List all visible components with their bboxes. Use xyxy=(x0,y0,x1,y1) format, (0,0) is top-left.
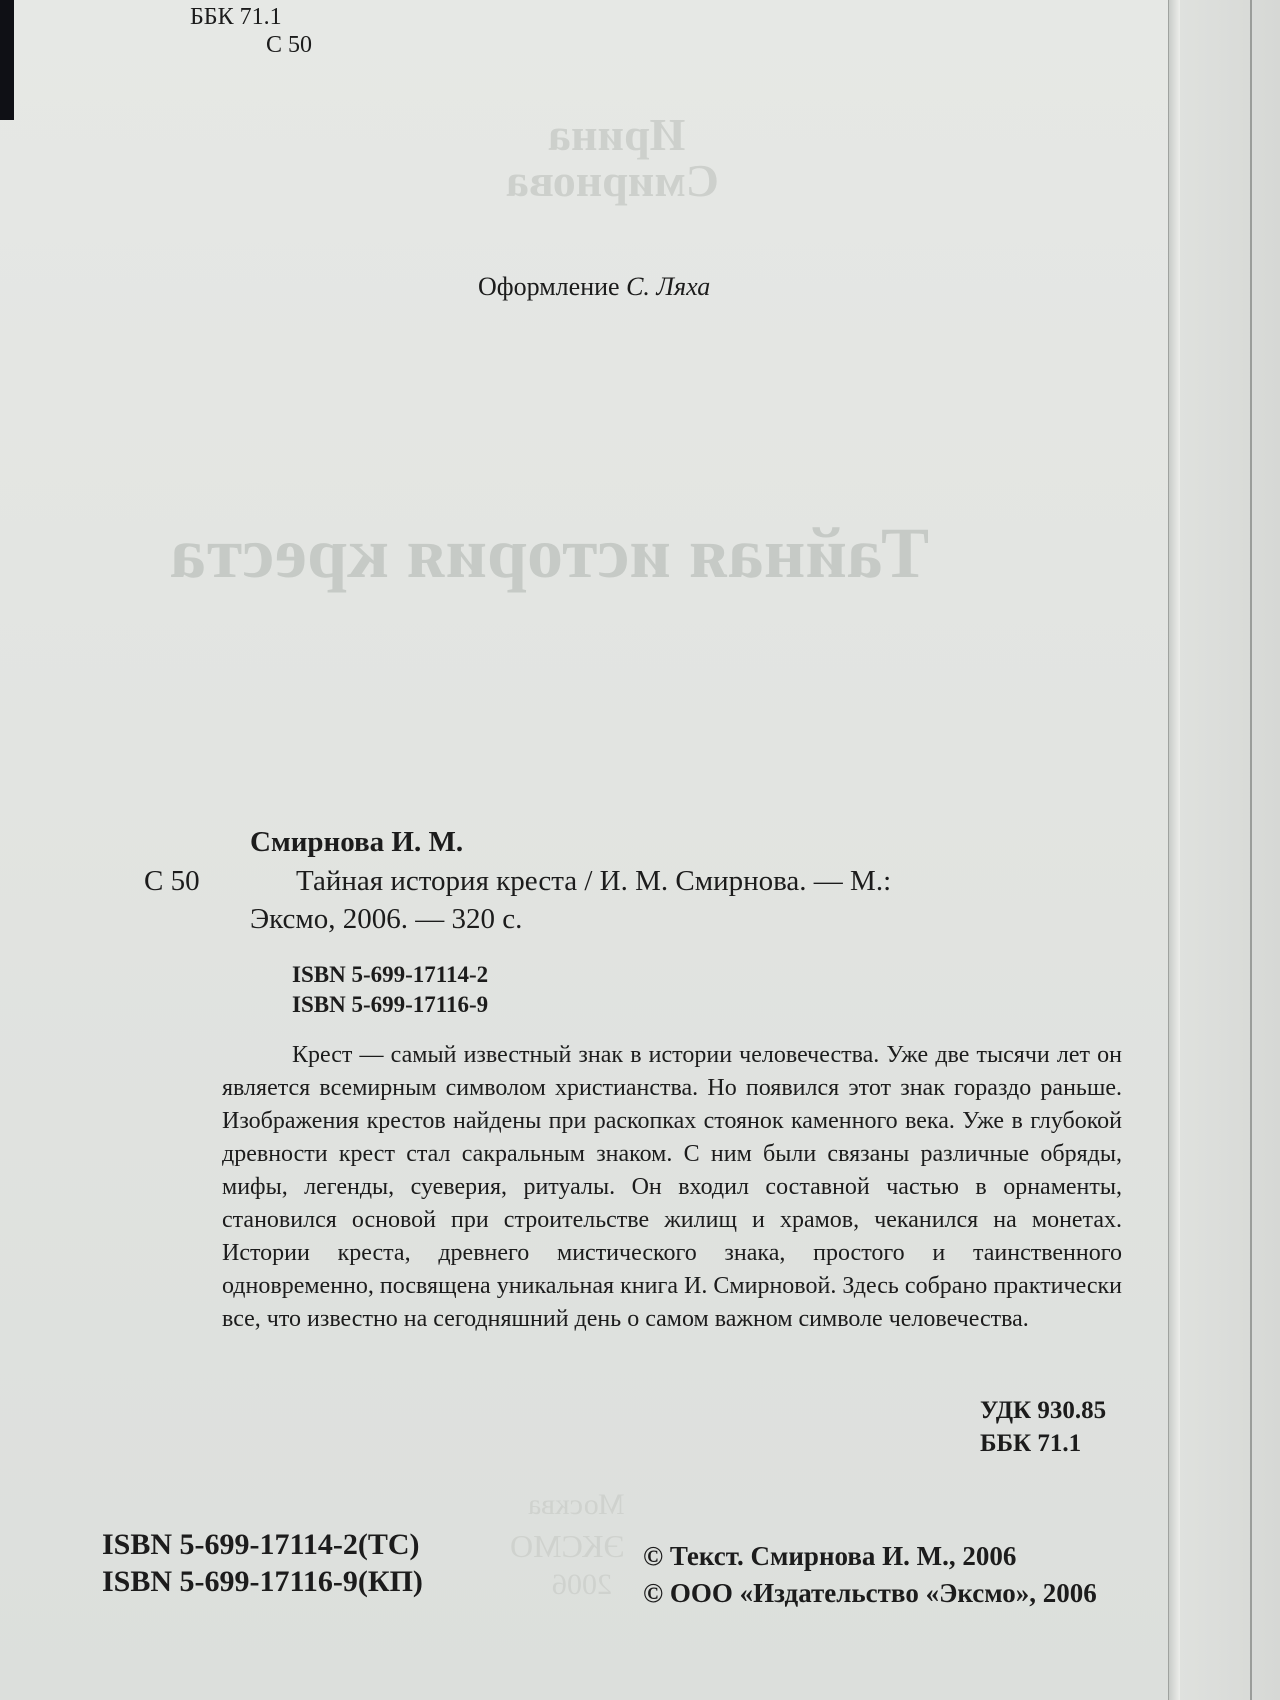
show-through-author-first: Ирина xyxy=(548,109,686,160)
isbn-ts: ISBN 5-699-17114-2(ТС) xyxy=(102,1528,420,1561)
catalog-imprint-line: Эксмо, 2006. — 320 с. xyxy=(250,903,523,935)
next-page xyxy=(1180,0,1280,1700)
catalog-code: С 50 xyxy=(144,865,200,897)
background-corner xyxy=(0,0,14,120)
show-through-title: Тайная история креста xyxy=(170,513,930,593)
catalog-author: Смирнова И. М. xyxy=(250,826,464,858)
show-through-year: 2006 xyxy=(552,1568,612,1601)
abstract-text: Крест — самый известный знак в истории человечества. Уже две тысячи лет он является всемирным символом христианства. Но появился этот знак гораздо раньше. Изображения крестов найдены при раскопках стоянок каменного века. Уже в глубокой древности крест стал сакральным знаком. С ним были связаны различные обряды, мифы, легенды, суеверия, ритуалы. Он входил составной частью в орнаменты, становился основой при строительстве жилищ и храмов, чеканился на монетах. Истории креста, древнего мистического знака, простого и таинственного одновременно, посвящена уникальная книга И. Смирновой. Здесь собрано практически все, что известно на сегодняшний день о самом важном символе человечества. xyxy=(222,1042,1122,1332)
show-through-author-last: Смирнова xyxy=(506,155,719,206)
design-credit-label: Оформление xyxy=(478,272,627,301)
catalog-title-line: Тайная история креста / И. М. Смирнова. — М.: xyxy=(296,865,892,897)
catalog-isbn-1: ISBN 5-699-17114-2 xyxy=(292,962,489,987)
copyright-text: © Текст. Смирнова И. М., 2006 xyxy=(643,1541,1017,1571)
bbk-code: ББК 71.1 xyxy=(980,1430,1082,1457)
copyright-publisher: © ООО «Издательство «Эксмо», 2006 xyxy=(643,1578,1097,1608)
header-bbk: ББК 71.1 xyxy=(190,4,282,30)
abstract xyxy=(222,1039,1122,1336)
udk-code: УДК 930.85 xyxy=(980,1397,1107,1424)
show-through-city: Москва xyxy=(528,1488,625,1521)
catalog-isbn-2: ISBN 5-699-17116-9 xyxy=(292,992,489,1017)
design-credit-name: С. Ляха xyxy=(626,272,711,301)
show-through-publisher: ЭКСМО xyxy=(510,1528,625,1564)
design-credit xyxy=(478,272,710,302)
isbn-kp: ISBN 5-699-17116-9(КП) xyxy=(102,1565,423,1598)
spine-line xyxy=(1250,0,1252,1700)
header-code: С 50 xyxy=(266,32,313,58)
